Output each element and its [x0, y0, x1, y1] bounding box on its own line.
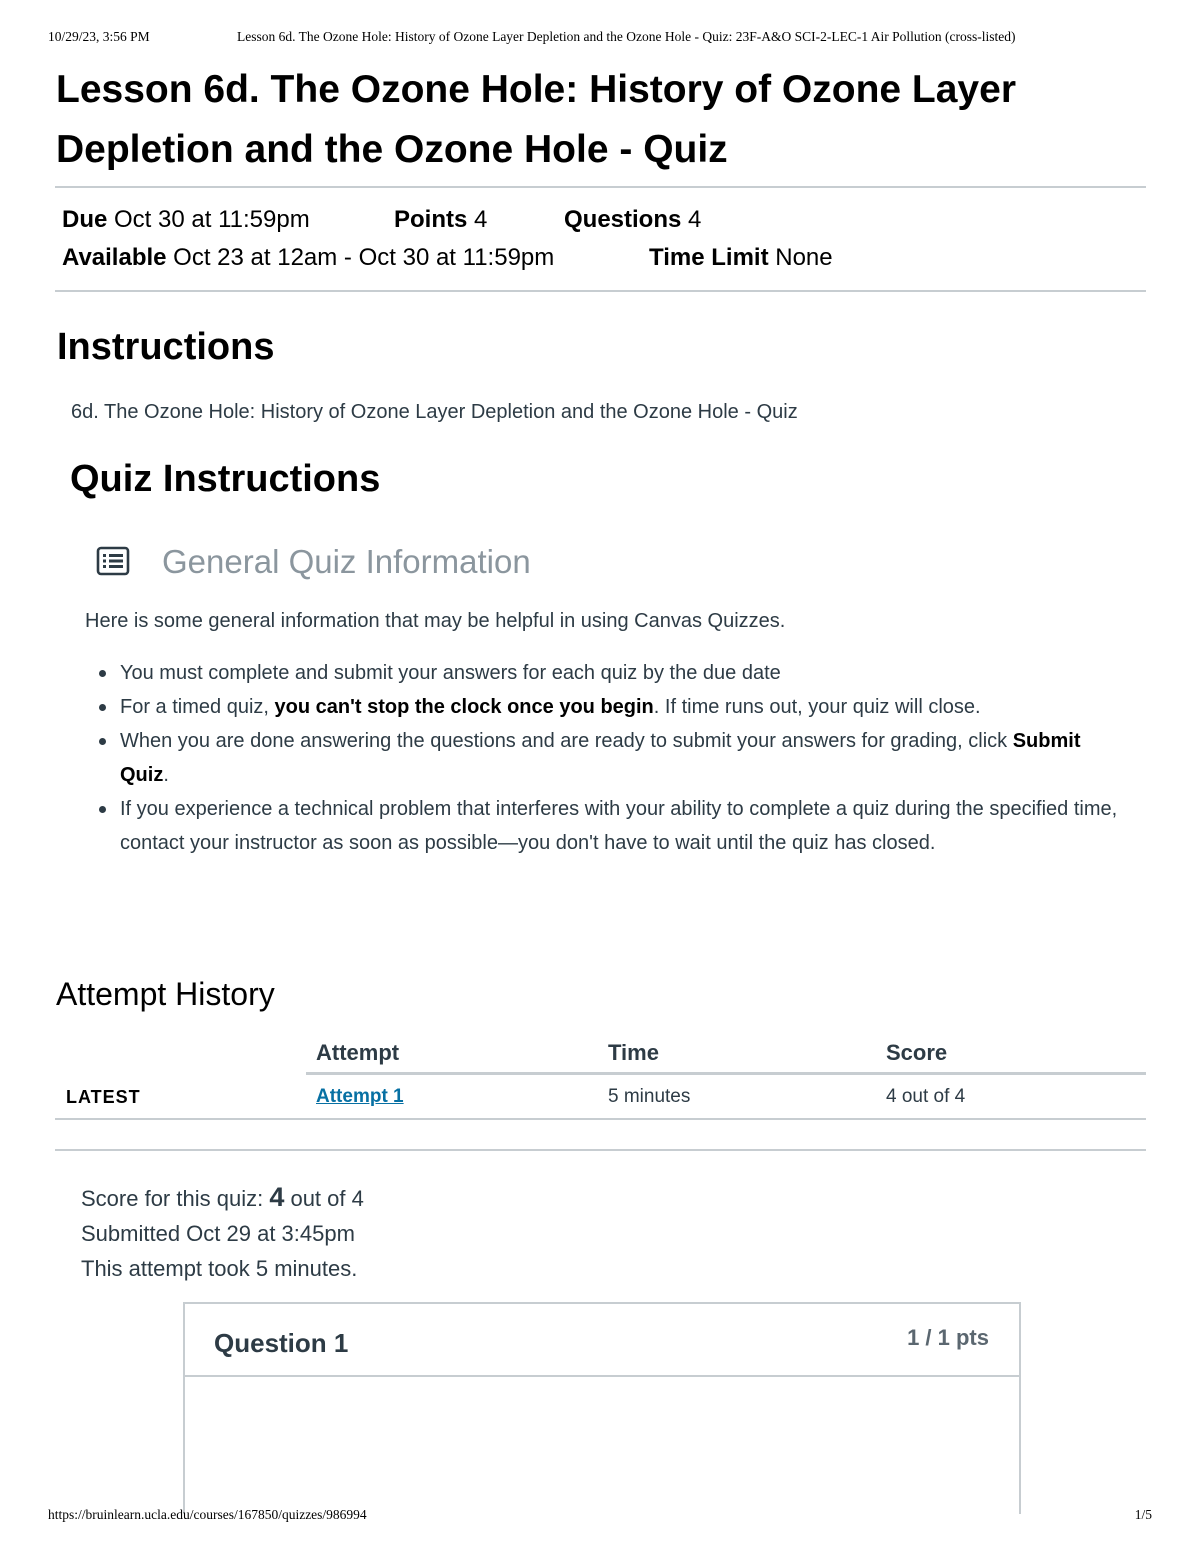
points-meta: [394, 205, 487, 235]
question-points: 1 / 1 pts: [907, 1325, 989, 1350]
list-item: [120, 792, 1120, 860]
print-footer: [48, 1507, 1152, 1527]
available-label: Available: [62, 244, 167, 271]
score-summary: [81, 1180, 364, 1286]
latest-badge: LATEST: [66, 1087, 141, 1107]
column-header-score: Score: [886, 1040, 948, 1065]
list-item-text: For a timed quiz,: [120, 696, 275, 718]
quiz-instructions-heading: Quiz Instructions: [70, 458, 381, 500]
divider: [55, 1149, 1146, 1151]
score-line: [81, 1180, 364, 1216]
due-value: Oct 30 at 11:59pm: [114, 206, 310, 233]
page-title: Lesson 6d. The Ozone Hole: History of Ozone Layer Depletion and the Ozone Hole - Quiz: [56, 68, 1016, 171]
divider: [55, 290, 1146, 292]
list-icon: [96, 546, 130, 576]
questions-meta: [564, 205, 701, 235]
score-value: 4: [269, 1182, 285, 1212]
due-meta: [62, 205, 310, 235]
time-limit-value: None: [775, 244, 833, 271]
column-header-attempt: Attempt: [316, 1040, 400, 1065]
header-divider: [306, 1072, 1146, 1075]
column-header-time: Time: [608, 1040, 659, 1065]
questions-value: 4: [688, 206, 702, 233]
list-item: [120, 690, 1120, 724]
list-item-text: You must complete and submit your answers for each quiz by the due date: [120, 662, 781, 684]
general-quiz-info-title: General Quiz Information: [162, 543, 531, 580]
list-item-text: If you experience a technical problem that interferes with your ability to complete a quiz during the specified time, contact your instructor as soon as possible—you don't have to wait until the quiz has closed.: [120, 798, 1118, 854]
print-page-number: 1/5: [1134, 1507, 1152, 1522]
quiz-info-list: [120, 656, 1120, 860]
quiz-meta-row-1: [62, 205, 1142, 235]
duration-line: This attempt took 5 minutes.: [81, 1256, 358, 1281]
time-limit-label: Time Limit: [649, 244, 769, 271]
attempt-history-heading: Attempt History: [56, 976, 275, 1012]
list-item: [120, 656, 1120, 690]
print-url: https://bruinlearn.ucla.edu/courses/167850/quizzes/986994: [48, 1507, 367, 1522]
points-label: Points: [394, 206, 468, 233]
time-limit-meta: [649, 243, 833, 273]
general-quiz-info-intro: Here is some general information that may be helpful in using Canvas Quizzes.: [85, 610, 786, 632]
available-value: Oct 23 at 12am - Oct 30 at 11:59pm: [173, 244, 555, 271]
attempt-time: 5 minutes: [608, 1086, 691, 1107]
list-item-emphasis: you can't stop the clock once you begin: [274, 696, 654, 718]
list-item-text: When you are done answering the questions and are ready to submit your answers for grading, click: [120, 730, 1013, 752]
submitted-line: Submitted Oct 29 at 3:45pm: [81, 1221, 355, 1246]
list-item-text: . If time runs out, your quiz will close.: [653, 696, 981, 718]
quiz-meta-row-2: [62, 243, 1142, 273]
question-title: Question 1: [214, 1328, 349, 1358]
available-meta: [62, 243, 554, 273]
questions-label: Questions: [564, 206, 682, 233]
list-item-emphasis: Submit Quiz: [120, 730, 1081, 786]
print-header: [48, 29, 1152, 49]
divider: [55, 186, 1146, 188]
attempt-link[interactable]: Attempt 1: [316, 1086, 404, 1107]
instructions-heading: Instructions: [57, 326, 275, 368]
print-page-title: Lesson 6d. The Ozone Hole: History of Ozone Layer Depletion and the Ozone Hole - Quiz: 23F-A&O SCI-2-LEC-1 Air Pollution (cross-listed): [237, 29, 1016, 44]
score-suffix: out of 4: [284, 1186, 364, 1211]
score-prefix: Score for this quiz:: [81, 1186, 270, 1211]
instructions-text: 6d. The Ozone Hole: History of Ozone Layer Depletion and the Ozone Hole - Quiz: [71, 401, 798, 423]
attempt-score: 4 out of 4: [886, 1086, 966, 1107]
print-timestamp: 10/29/23, 3:56 PM: [48, 29, 150, 44]
list-item: [120, 724, 1120, 792]
due-label: Due: [62, 206, 108, 233]
question-header: [185, 1304, 1019, 1377]
points-value: 4: [474, 206, 488, 233]
list-item-text: .: [163, 764, 169, 786]
row-divider: [55, 1118, 1146, 1120]
question-card: [183, 1302, 1021, 1514]
